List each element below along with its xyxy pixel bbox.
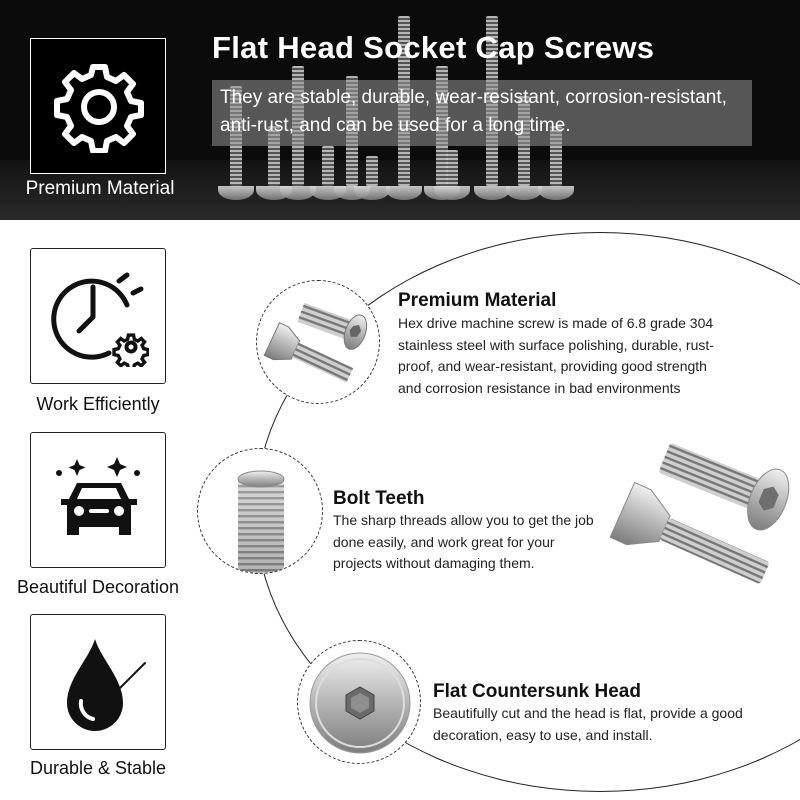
countersunk-head-thumbnail — [297, 640, 421, 764]
screws-pair-thumbnail — [256, 280, 380, 404]
car-sparkle-icon — [49, 451, 149, 551]
banner-subtitle: They are stable, durable, wear-resistant, corrosion-resistant, anti-rust, and can be used for a long time. — [212, 80, 752, 146]
work-efficiently-label: Work Efficiently — [36, 394, 160, 414]
section-text-flat-countersunk-head: Beautifully cut and the head is flat, provide a good decoration, easy to use, and install. — [433, 705, 743, 743]
bolt-teeth-thumbnail — [197, 448, 323, 574]
page-title: Flat Head Socket Cap Screws — [212, 30, 655, 65]
section-text-premium-material: Hex drive machine screw is made of 6.8 grade 304 stainless steel with surface polishing, durable, rust-proof, and wear-resistant, providing good strength and corrosion resistance in bad environments — [398, 315, 714, 396]
clock-gear-icon — [49, 267, 149, 367]
section-title-bolt-teeth: Bolt Teeth — [333, 488, 425, 509]
durable-stable-icon-box — [30, 614, 166, 750]
section-text-bolt-teeth: The sharp threads allow you to get the job done easily, and work great for your projects without damaging them. — [333, 512, 594, 571]
screws-closeup-photo — [600, 430, 800, 590]
beautiful-decoration-label: Beautiful Decoration — [16, 577, 180, 597]
section-title-premium-material: Premium Material — [398, 290, 557, 311]
section-title-flat-countersunk-head: Flat Countersunk Head — [433, 681, 641, 702]
work-efficiently-icon-box — [30, 248, 166, 384]
water-drop-icon — [49, 633, 149, 733]
durable-stable-label: Durable & Stable — [29, 758, 167, 778]
gear-icon — [51, 61, 147, 153]
beautiful-decoration-icon-box — [30, 432, 166, 568]
hero-banner — [0, 0, 800, 220]
premium-material-label: Premium Material — [25, 178, 175, 199]
premium-material-icon-box — [30, 38, 166, 174]
